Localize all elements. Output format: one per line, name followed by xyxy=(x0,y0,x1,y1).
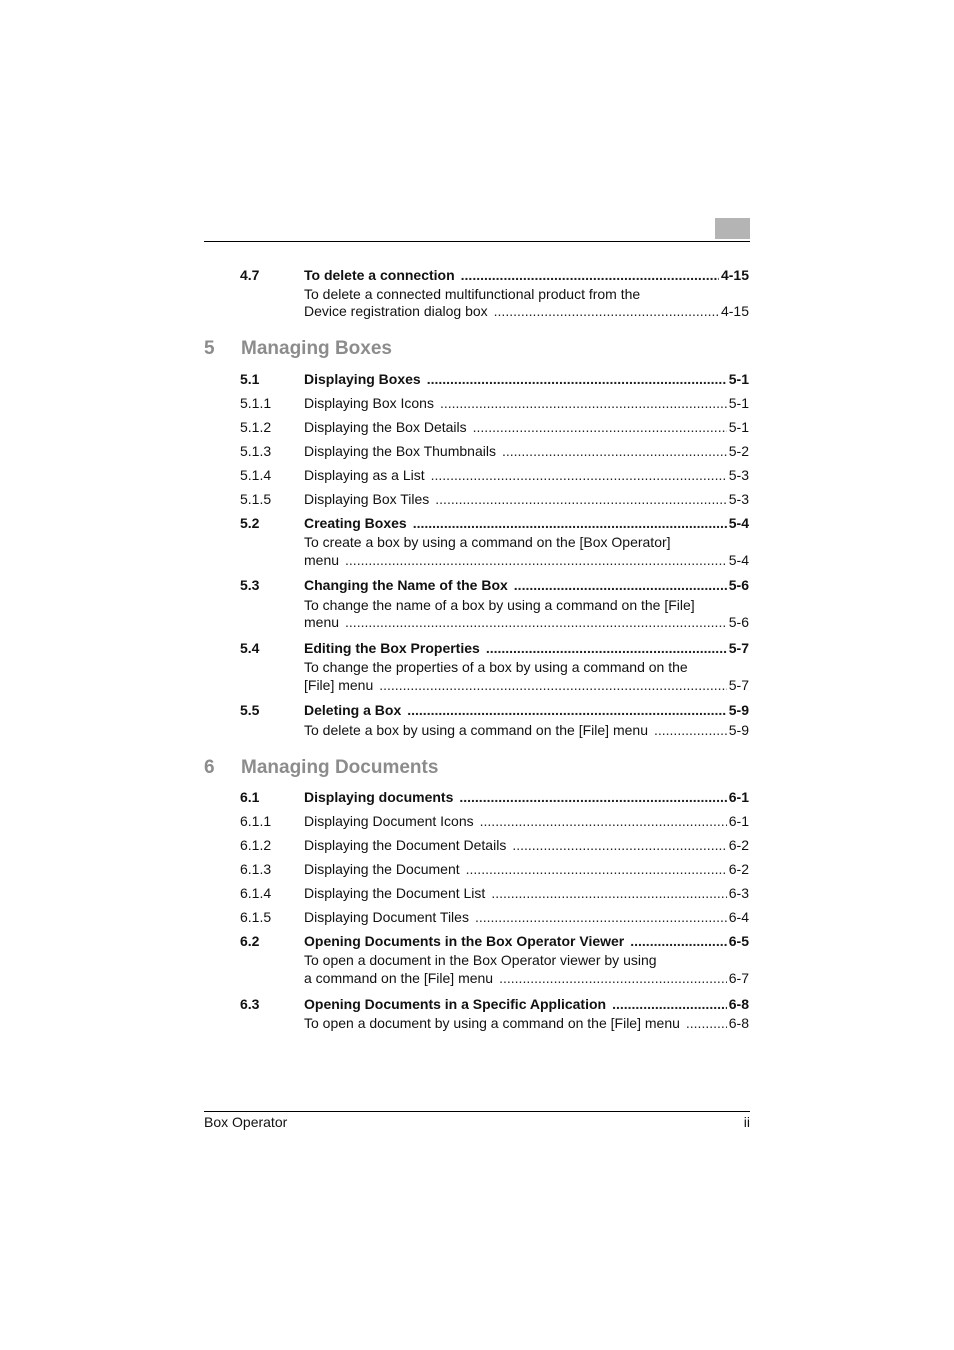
toc-page: 6-5 xyxy=(728,933,749,949)
toc-number: 5.4 xyxy=(240,640,260,656)
toc-entry-5-1[interactable] xyxy=(240,370,749,388)
toc-page: 5-6 xyxy=(728,577,749,593)
toc-page: 6-8 xyxy=(728,996,749,1012)
toc-page: 5-7 xyxy=(728,677,749,693)
dot-leader xyxy=(461,266,719,284)
toc-title: menu xyxy=(304,552,340,568)
toc-page: 6-4 xyxy=(728,909,749,925)
toc-page: 4-15 xyxy=(720,303,749,319)
toc-title: To change the name of a box by using a command on the [File] xyxy=(304,597,695,613)
chapter-title: Managing Documents xyxy=(241,757,439,778)
toc-page: 5-3 xyxy=(728,491,749,507)
toc-number: 5.3 xyxy=(240,577,260,593)
toc-title: To create a box by using a command on the [Box Operator] xyxy=(304,534,671,550)
toc-page: 5-1 xyxy=(728,371,749,387)
toc-page: 6-1 xyxy=(728,789,749,805)
dot-leader xyxy=(514,576,727,594)
toc-title: Displaying the Document Details xyxy=(304,837,507,853)
toc-entry-6-1-1[interactable] xyxy=(240,812,749,830)
toc-entry-6-1-2[interactable] xyxy=(240,836,749,854)
toc-subentry-5-2-create[interactable] xyxy=(240,551,749,569)
toc-title: Displaying the Document List xyxy=(304,885,486,901)
toc-title: Displaying documents xyxy=(304,789,454,805)
toc-number: 6.1.3 xyxy=(240,861,272,877)
footer-rule xyxy=(204,1111,750,1112)
toc-title: Editing the Box Properties xyxy=(304,640,480,656)
toc-page: 5-1 xyxy=(728,419,749,435)
dot-leader xyxy=(612,995,727,1013)
toc-number: 6.3 xyxy=(240,996,260,1012)
toc-title: Deleting a Box xyxy=(304,702,402,718)
toc-page: 6-8 xyxy=(728,1015,749,1031)
toc-number: 5.1 xyxy=(240,371,260,387)
chapter-title: Managing Boxes xyxy=(241,338,392,359)
toc-title: To open a document by using a command on the [File] menu xyxy=(304,1015,680,1031)
toc-subentry-5-5-delete[interactable] xyxy=(240,721,749,739)
dot-leader xyxy=(345,551,727,569)
dot-leader xyxy=(459,788,726,806)
dot-leader xyxy=(435,490,726,508)
toc-title: Displaying Box Icons xyxy=(304,395,434,411)
toc-page: 5-7 xyxy=(728,640,749,656)
toc-page: 6-3 xyxy=(728,885,749,901)
toc-number: 6.1.4 xyxy=(240,885,272,901)
toc-title: Opening Documents in the Box Operator Viewer xyxy=(304,933,625,949)
dot-leader xyxy=(345,613,727,631)
toc-entry-5-1-2[interactable] xyxy=(240,418,749,436)
toc-entry-5-1-3[interactable] xyxy=(240,442,749,460)
toc-page: 4-15 xyxy=(720,267,749,283)
toc-subentry-line xyxy=(240,596,749,614)
dot-leader xyxy=(686,1014,727,1032)
toc-entry-5-1-4[interactable] xyxy=(240,466,749,484)
toc-title: To delete a box by using a command on the [File] menu xyxy=(304,722,648,738)
toc-title: menu xyxy=(304,614,340,630)
toc-title: Displaying Document Tiles xyxy=(304,909,469,925)
toc-page: 5-4 xyxy=(728,515,749,531)
chapter-number: 6 xyxy=(204,757,215,778)
toc-page: 6-2 xyxy=(728,861,749,877)
dot-leader xyxy=(407,701,727,719)
toc-number: 5.1.2 xyxy=(240,419,272,435)
toc-number: 4.7 xyxy=(240,267,260,283)
header-rule xyxy=(204,241,750,242)
toc-page: 6-2 xyxy=(728,837,749,853)
toc-entry-6-1-5[interactable] xyxy=(240,908,749,926)
toc-number: 5.1.5 xyxy=(240,491,272,507)
dot-leader xyxy=(499,969,727,987)
toc-number: 6.1.5 xyxy=(240,909,272,925)
toc-number: 6.2 xyxy=(240,933,260,949)
toc-subentry-line xyxy=(240,285,749,303)
dot-leader xyxy=(630,932,727,950)
toc-number: 6.1.2 xyxy=(240,837,272,853)
toc-title: To change the properties of a box by using a command on the xyxy=(304,659,688,675)
toc-title: Displaying Box Tiles xyxy=(304,491,430,507)
toc-subentry-line xyxy=(240,658,749,676)
toc-title: To open a document in the Box Operator viewer by using xyxy=(304,952,657,968)
toc-page: 5-4 xyxy=(728,552,749,568)
toc-entry-6-3[interactable] xyxy=(240,995,749,1013)
footer-product-name: Box Operator xyxy=(204,1114,288,1130)
toc-number: 5.1.3 xyxy=(240,443,272,459)
toc-title: [File] menu xyxy=(304,677,374,693)
toc-title: Displaying Boxes xyxy=(304,371,421,387)
toc-title: Creating Boxes xyxy=(304,515,407,531)
toc-subentry-4-7-delete[interactable] xyxy=(240,302,749,320)
dot-leader xyxy=(494,302,719,320)
toc-subentry-5-4-properties[interactable] xyxy=(240,676,749,694)
dot-leader xyxy=(486,639,727,657)
toc-page: 5-1 xyxy=(728,395,749,411)
toc-number: 5.1.4 xyxy=(240,467,272,483)
dot-leader xyxy=(440,394,727,412)
dot-leader xyxy=(413,514,727,532)
dot-leader xyxy=(512,836,726,854)
toc-number: 5.2 xyxy=(240,515,260,531)
toc-title: a command on the [File] menu xyxy=(304,970,494,986)
dot-leader xyxy=(466,860,727,878)
toc-subentry-5-3-rename[interactable] xyxy=(240,613,749,631)
toc-title: To delete a connected multifunctional product from the xyxy=(304,286,641,302)
toc-entry-5-2[interactable] xyxy=(240,514,749,532)
toc-page: 5-9 xyxy=(728,702,749,718)
toc-entry-5-1-5[interactable] xyxy=(240,490,749,508)
toc-title: Opening Documents in a Specific Application xyxy=(304,996,607,1012)
toc-number: 6.1.1 xyxy=(240,813,272,829)
dot-leader xyxy=(431,466,727,484)
toc-number: 5.5 xyxy=(240,702,260,718)
toc-page: 5-3 xyxy=(728,467,749,483)
dot-leader xyxy=(473,418,727,436)
toc-title: Displaying the Box Thumbnails xyxy=(304,443,496,459)
toc-subentry-6-3-open[interactable] xyxy=(240,1014,749,1032)
toc-entry-4-7[interactable] xyxy=(240,266,749,284)
toc-page: 5-6 xyxy=(728,614,749,630)
toc-entry-5-4[interactable] xyxy=(240,639,749,657)
footer-page-number: ii xyxy=(743,1114,750,1130)
dot-leader xyxy=(502,442,727,460)
toc-subentry-6-2-open[interactable] xyxy=(240,969,749,987)
toc-title: Device registration dialog box xyxy=(304,303,488,319)
toc-title: Displaying the Box Details xyxy=(304,419,467,435)
dot-leader xyxy=(491,884,726,902)
toc-entry-6-1-4[interactable] xyxy=(240,884,749,902)
toc-title: Displaying as a List xyxy=(304,467,425,483)
dot-leader xyxy=(654,721,727,739)
toc-entry-5-3[interactable] xyxy=(240,576,749,594)
toc-title: Changing the Name of the Box xyxy=(304,577,508,593)
toc-entry-5-1-1[interactable] xyxy=(240,394,749,412)
toc-entry-6-1[interactable] xyxy=(240,788,749,806)
dot-leader xyxy=(427,370,727,388)
toc-number: 5.1.1 xyxy=(240,395,272,411)
toc-page: 5-9 xyxy=(728,722,749,738)
toc-entry-5-5[interactable] xyxy=(240,701,749,719)
toc-page: 6-1 xyxy=(728,813,749,829)
chapter-number: 5 xyxy=(204,338,215,359)
header-tab-marker xyxy=(715,218,750,239)
toc-title: To delete a connection xyxy=(304,267,455,283)
toc-title: Displaying Document Icons xyxy=(304,813,474,829)
dot-leader xyxy=(379,676,727,694)
dot-leader xyxy=(475,908,727,926)
toc-entry-6-2[interactable] xyxy=(240,932,749,950)
toc-title: Displaying the Document xyxy=(304,861,460,877)
toc-subentry-line xyxy=(240,951,749,969)
toc-entry-6-1-3[interactable] xyxy=(240,860,749,878)
toc-page: 6-7 xyxy=(728,970,749,986)
toc-page: 5-2 xyxy=(728,443,749,459)
toc-subentry-line xyxy=(240,533,749,551)
dot-leader xyxy=(480,812,727,830)
toc-number: 6.1 xyxy=(240,789,260,805)
